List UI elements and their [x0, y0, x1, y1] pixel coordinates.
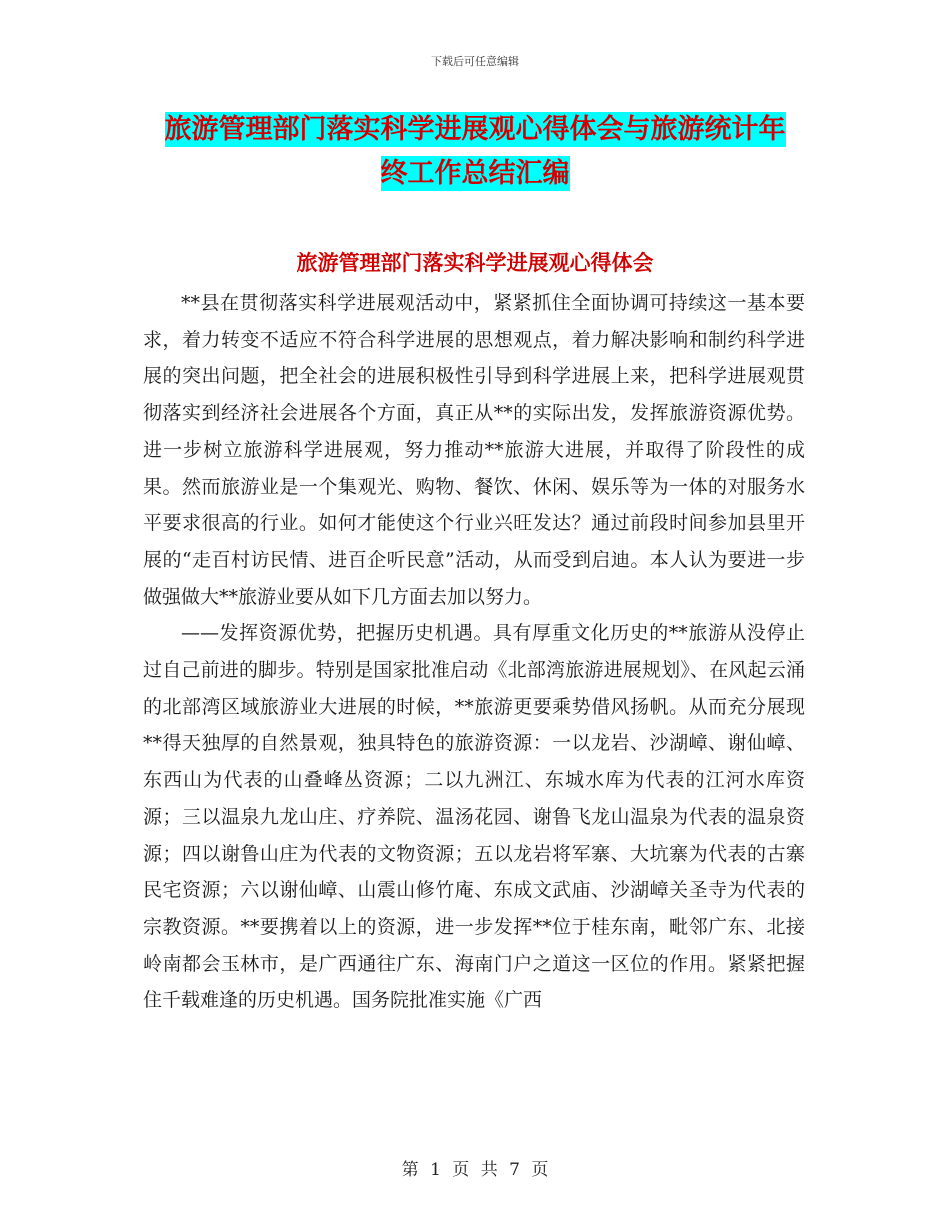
- paragraph-1: **县在贯彻落实科学进展观活动中，紧紧抓住全面协调可持续这一基本要求，着力转变不适应不符合科学进展的思想观点，着力解决影响和制约科学进展的突出问题，把全社会的进展积极性引导到科学进展上来，把科学进展观贯彻落实到经济社会进展各个方面，真正从**的实际出发，发挥旅游资源优势。进一步树立旅游科学进展观，努力推动**旅游大进展，并取得了阶段性的成果。然而旅游业是一个集观光、购物、餐饮、休闲、娱乐等为一体的对服务水平要求很高的行业。如何才能使这个行业兴旺发达？通过前段时间参加县里开展的“走百村访民情、进百企听民意”活动，从而受到启迪。本人认为要进一步做强做大**旅游业要从如下几方面去加以努力。: [143, 292, 805, 608]
- body-text: [143, 285, 805, 1019]
- document-title-line-1: 旅游管理部门落实科学进展观心得体会与旅游统计年: [164, 114, 786, 145]
- section-title: 旅游管理部门落实科学进展观心得体会: [296, 250, 654, 275]
- paragraph-2: ——发挥资源优势，把握历史机遇。具有厚重文化历史的**旅游从没停止过自己前进的脚步。特别是国家批准启动《北部湾旅游进展规划》、在风起云涌的北部湾区域旅游业大进展的时候，**旅游更要乘势借风扬帆。从而充分展现**得天独厚的自然景观，独具特色的旅游资源：一以龙岩、沙湖嶂、谢仙嶂、东西山为代表的山叠峰丛资源；二以九洲江、东城水库为代表的江河水库资源；三以温泉九龙山庄、疗养院、温汤花园、谢鲁飞龙山温泉为代表的温泉资源；四以谢鲁山庄为代表的文物资源；五以龙岩将军寨、大坑寨为代表的古寨民宅资源；六以谢仙嶂、山震山修竹庵、东成文武庙、沙湖嶂关圣寺为代表的宗教资源。**要携着以上的资源，进一步发挥**位于桂东南，毗邻广东、北接岭南都会玉林市，是广西通往广东、海南门户之道这一区位的作用。紧紧把握住千载难逢的历史机遇。国务院批准实施《广西: [143, 622, 805, 1012]
- document-title: [140, 108, 810, 196]
- page-number-footer: 第 1 页 共 7 页: [401, 1160, 549, 1180]
- document-title-line-2: 终工作总结汇编: [380, 158, 570, 189]
- header-note: 下载后可任意编辑: [431, 55, 519, 68]
